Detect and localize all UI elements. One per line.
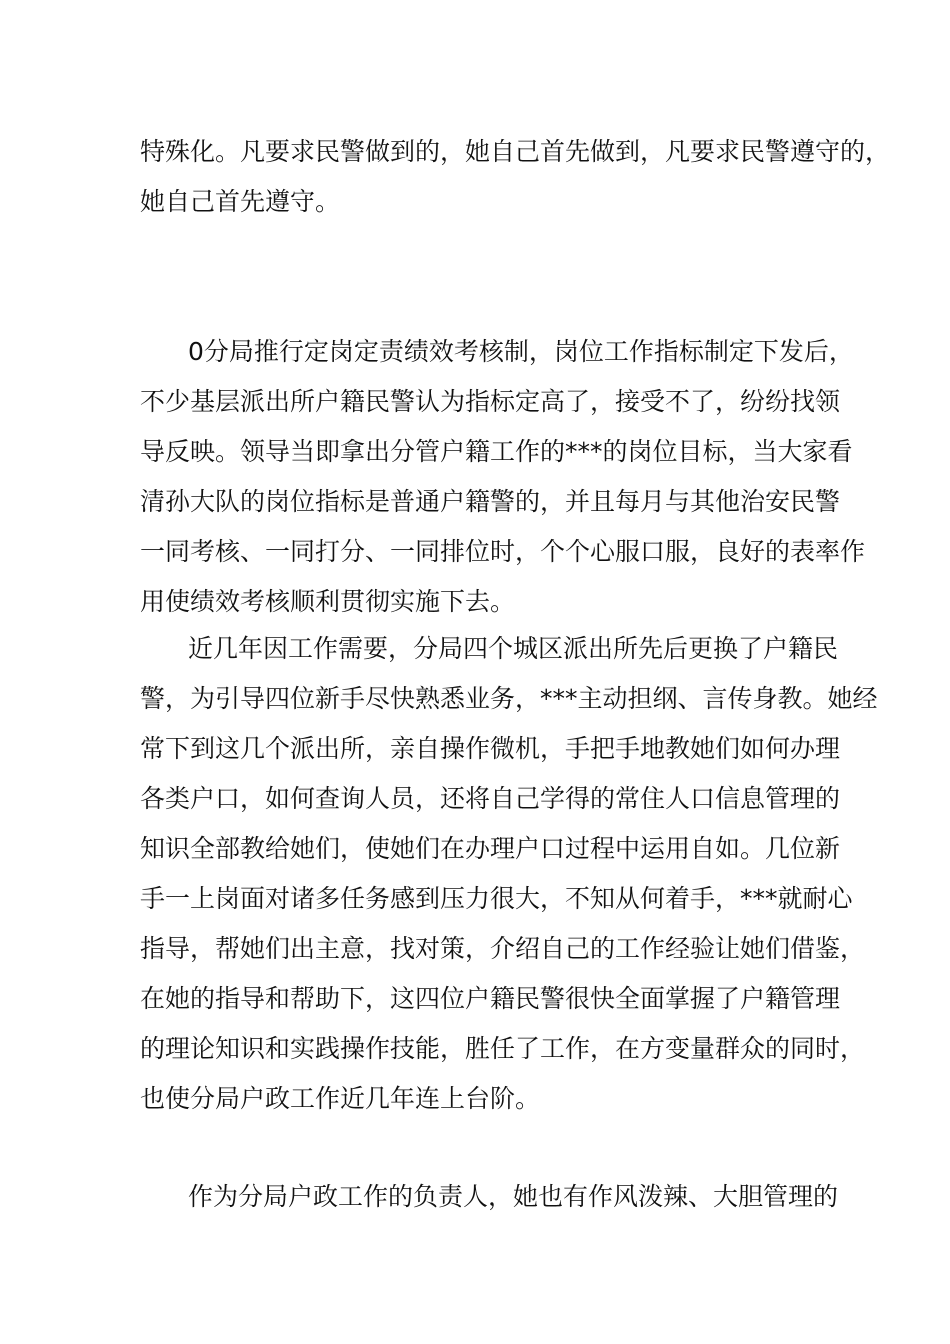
paragraph-line: 用使绩效考核顺利贯彻实施下去。 — [140, 587, 516, 616]
paragraph-line: 0分局推行定岗定责绩效考核制，岗位工作指标制定下发后， — [188, 337, 854, 366]
paragraph-3 — [140, 624, 878, 1124]
paragraph-line: 的理论知识和实践操作技能，胜任了工作，在方变量群众的同时， — [140, 1034, 866, 1063]
paragraph-line: 也使分局户政工作近几年连上台阶。 — [140, 1084, 541, 1113]
paragraph-4 — [140, 1172, 839, 1222]
paragraph-line: 近几年因工作需要，分局四个城区派出所先后更换了户籍民 — [188, 634, 839, 663]
paragraph-line: 一同考核、一同打分、一同排位时，个个心服口服，良好的表率作 — [140, 537, 866, 566]
paragraph-line: 在她的指导和帮助下，这四位户籍民警很快全面掌握了户籍管理 — [140, 984, 841, 1013]
paragraph-2 — [140, 327, 866, 627]
paragraph-1 — [140, 127, 891, 227]
paragraph-line: 特殊化。凡要求民警做到的，她自己首先做到，凡要求民警遵守的， — [140, 137, 891, 166]
paragraph-line: 手一上岗面对诸多任务感到压力很大，不知从何着手，***就耐心 — [140, 884, 853, 913]
paragraph-line: 不少基层派出所户籍民警认为指标定高了，接受不了，纷纷找领 — [140, 387, 841, 416]
paragraph-line: 各类户口，如何查询人员，还将自己学得的常住人口信息管理的 — [140, 784, 841, 813]
paragraph-line: 导反映。领导当即拿出分管户籍工作的***的岗位目标，当大家看 — [140, 437, 853, 466]
paragraph-line: 指导，帮她们出主意，找对策，介绍自己的工作经验让她们借鉴， — [140, 934, 866, 963]
paragraph-line: 警，为引导四位新手尽快熟悉业务，***主动担纲、言传身教。她经 — [140, 684, 878, 713]
paragraph-line: 作为分局户政工作的负责人，她也有作风泼辣、大胆管理的 — [188, 1182, 839, 1211]
paragraph-line: 她自己首先遵守。 — [140, 187, 341, 216]
paragraph-line: 清孙大队的岗位指标是普通户籍警的，并且每月与其他治安民警 — [140, 487, 841, 516]
paragraph-line: 知识全部教给她们，使她们在办理户口过程中运用自如。几位新 — [140, 834, 841, 863]
paragraph-line: 常下到这几个派出所，亲自操作微机，手把手地教她们如何办理 — [140, 734, 841, 763]
